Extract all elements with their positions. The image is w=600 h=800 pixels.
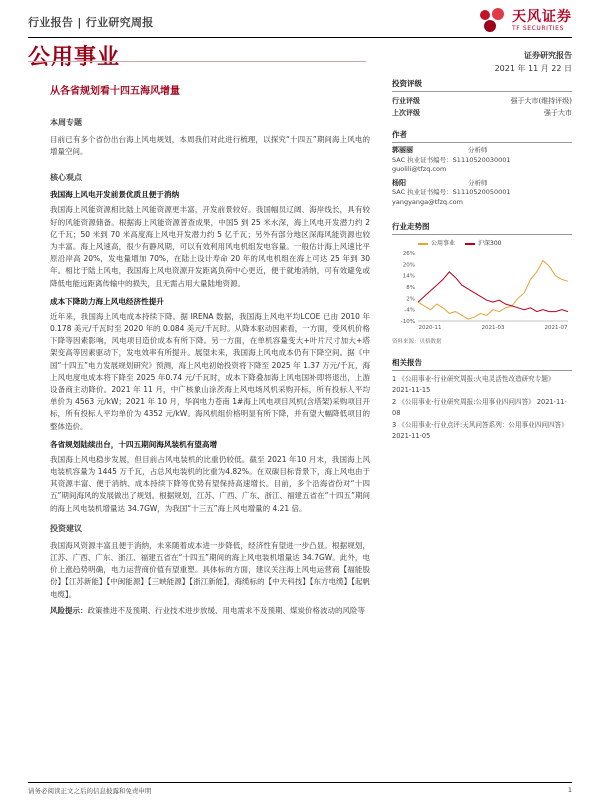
related-reports — [392, 374, 572, 441]
section-heading: 核心观点 — [50, 173, 82, 183]
chart-legend — [418, 238, 572, 247]
risk-text: 政策推进不及预期、行业技术进步放缓、用电需求不及预期、煤炭价格波动的风险等 — [87, 605, 365, 615]
chart-source: 资料来源：贝格数据 — [392, 339, 442, 345]
y-tick-label: 20% — [402, 262, 415, 269]
subsection-heading: 我国海上风电开发前景优质且便于消纳 — [50, 190, 180, 200]
paragraph: 近年来，我国海上风电成本持续下降。据 IRENA 数据，我国海上风电平均LCOE 已由 2010 年 0.178 美元/千瓦时至 2020 年的 0.084 美元/千瓦时。从降本驱动因素看，一方面，受风机价格下降等因素影响，风电项目造价成本有所下降。另一方面，在单机容量变大+叶片尺寸加大+塔架变高等因素驱动下，发电效率有所提升。展望未来，我国海上风电成本仍有下降空间。据《中国“十四五”电力发展规划研究》预测，海上风电初始投资将下降至 2025 年 1.37 万元/千瓦，海上风电度电成本将下降至 2025 年0.74 元/千瓦时，成本下降叠加海上风电国补即将退出，上游设备商主动降价。2021 年 11 月，中广核象山涂茨海上风电场风机采购开标，所有投标人平均单价为 4563 元/kW；2021 年 10 月，华润电力苍南 1#海上风电项目风机(含塔架)采购项目开标，所有投标人平均单价为 4352 元/kW。海风机组价格明显有所下降，并有望大幅降低项目的整体造价。 — [50, 311, 370, 431]
related-heading: 相关报告 — [392, 357, 572, 371]
analyst-role: 分析师 — [468, 146, 488, 154]
y-tick-label: 26% — [402, 251, 415, 257]
paragraph: 我国海上风电稳步发展，但目前占风电装机的比重仍较低。截至 2021 年10 月末，我国海上风电装机容量为 1445 万千瓦，占总风电装机的比重为4.82%。在双碳目标背景下，海上风电由于其资源丰富、便于消纳、成本持续下降等优势有望保持高速增长。目前，多个沿海省份对“十四五”期间海风的发展做出了规划。根据规划，江苏、广西、广东、浙江、福建五省在“十四五”期间的海上风电装机增量达 34.7GW，为我国“十三五”海上风电增量的 4.21 倍。 — [50, 454, 370, 513]
logo-cn: 天风证券 — [512, 9, 572, 25]
paragraph: 目前已有多个省份出台海上风电规划，本周我们对此进行梳理，以探究“十四五”期间海上风电的增量空间。 — [50, 135, 370, 157]
legend-swatch — [465, 243, 475, 245]
report-date: 2021 年 11 月 22 日 — [494, 64, 572, 73]
rating-heading: 投资评级 — [392, 78, 572, 92]
title-divider — [28, 61, 366, 62]
tf-securities-logo — [478, 8, 572, 34]
section-heading: 投资建议 — [50, 523, 82, 533]
rating-row — [392, 95, 572, 107]
related-report-link[interactable]: 3 《公用事业-行业点评:天风问答系列：公用事业四问四答》 2021-11-05 — [392, 421, 568, 440]
x-tick-label: 2021-07 — [544, 325, 568, 331]
legend-swatch — [418, 243, 428, 245]
section-heading: 本周专题 — [50, 118, 82, 127]
analyst-name: 郭丽丽 — [392, 146, 413, 154]
analyst-email[interactable]: guolili@tfzq.com — [392, 165, 447, 173]
x-tick-label: 2020-11 — [418, 325, 442, 331]
trend-chart-svg — [392, 249, 572, 335]
related-report-link[interactable]: 2 《公用事业-行业研究周报:公用事业四问四答》 2021-11-08 — [392, 398, 567, 417]
analyst-cert: SAC 执业证书编号：S1110520050001 — [392, 188, 511, 196]
trend-heading: 行业走势图 — [392, 221, 572, 235]
sidebar — [392, 78, 572, 443]
legend-label: 公用事业 — [431, 240, 456, 247]
legend-item — [418, 238, 455, 247]
top-bar — [28, 8, 572, 38]
logo-mark-icon — [478, 8, 508, 34]
report-category: 行业报告 | 行业研究周报 — [28, 16, 154, 29]
footer-disclaimer: 请务必阅读正文之后的信息披露和免责申明 — [28, 787, 152, 795]
rating-key: 上次评级 — [392, 109, 420, 117]
report-headline: 从各省规划看十四五海风增量 — [50, 86, 180, 97]
rating-value: 强于大市 — [544, 109, 572, 117]
subsection-heading: 各省规划陆续出台，十四五期间海风装机有望高增 — [50, 439, 218, 449]
paragraph: 我国海风资源丰富且便于消纳，未来随着成本进一步降低，经济性有望进一步凸显。根据规划，江苏、广西、广东、浙江、福建五省在“十四五”期间的海上风电装机增量达 34.7GW。此外，电价上涨趋势明确，电力运营商价值有望重塑。具体标的方面，建议关注海上风电运营商【福能股份】【江苏新能】【中闽能源】【三峡能源】【浙江新能】，海缆标的【中天科技】【东方电缆】【起帆电缆】。 — [50, 540, 370, 599]
paragraph: 我国海上风能资源相比陆上风能资源更丰富，开发前景较好。我国幅员辽阔、海岸线长，具有较好的风能资源储备。根据海上风能资源普查成果，中国5 到 25 米水深，海上风电开发潜力约 2 亿千瓦；50 米到 70 米高度海上风电开发潜力约 5 亿千瓦；另外有部分地区深海风能资源也较为丰富。海上风速高，很少有静风期，可以有效利用风电机组发电容量。一般估计海上风速比平原沿岸高 20%，发电量增加 70%，在陆上设计寿命 20 年的风电机组在海上可达 25 年到 30 年。相比于陆上风电，我国海上风电资源开发距离负荷中心更近，便于就地消纳，可有效避免或降低电能远距离传输中的损失，且无需占用大量陆地资源。 — [50, 205, 370, 288]
related-report-link[interactable]: 1 《公用事业-行业研究周报:火电灵活性改造研究专题》 2021-11-15 — [392, 375, 555, 394]
risk-label: 风险提示： — [50, 605, 88, 615]
trend-chart — [392, 249, 572, 335]
y-tick-label: 2% — [406, 296, 415, 303]
series-line — [418, 272, 568, 312]
logo-en: TF SECURITIES — [512, 25, 564, 32]
y-tick-label: 8% — [406, 285, 415, 291]
report-type: 证券研究报告 — [524, 51, 572, 60]
analyst-cert: SAC 执业证书编号：S1110520030001 — [392, 155, 511, 164]
analyst-block — [392, 146, 572, 175]
analyst-name: 杨阳 — [392, 178, 406, 187]
main-column — [50, 82, 370, 617]
analyst-block — [392, 179, 572, 208]
x-tick-label: 2021-03 — [481, 325, 505, 331]
rating-row — [392, 107, 572, 119]
y-tick-label: 14% — [402, 273, 415, 280]
analyst-email[interactable]: yangyanga@tfzq.com — [392, 197, 463, 206]
sector-title: 公用事业 — [28, 45, 121, 70]
y-tick-label: -10% — [400, 319, 415, 325]
analyst-role: 分析师 — [468, 178, 488, 187]
risk-note — [50, 605, 370, 617]
subsection-heading: 成本下降助力海上风电经济性提升 — [50, 296, 164, 306]
legend-label: 沪深300 — [478, 240, 502, 247]
y-tick-label: -4% — [404, 307, 415, 314]
rating-value: 强于大市(维持评级) — [510, 97, 572, 105]
footer-rule — [28, 782, 572, 783]
author-heading: 作者 — [392, 129, 572, 143]
rating-key: 行业评级 — [392, 97, 420, 105]
page-number: 1 — [567, 786, 572, 794]
legend-item — [465, 238, 501, 247]
